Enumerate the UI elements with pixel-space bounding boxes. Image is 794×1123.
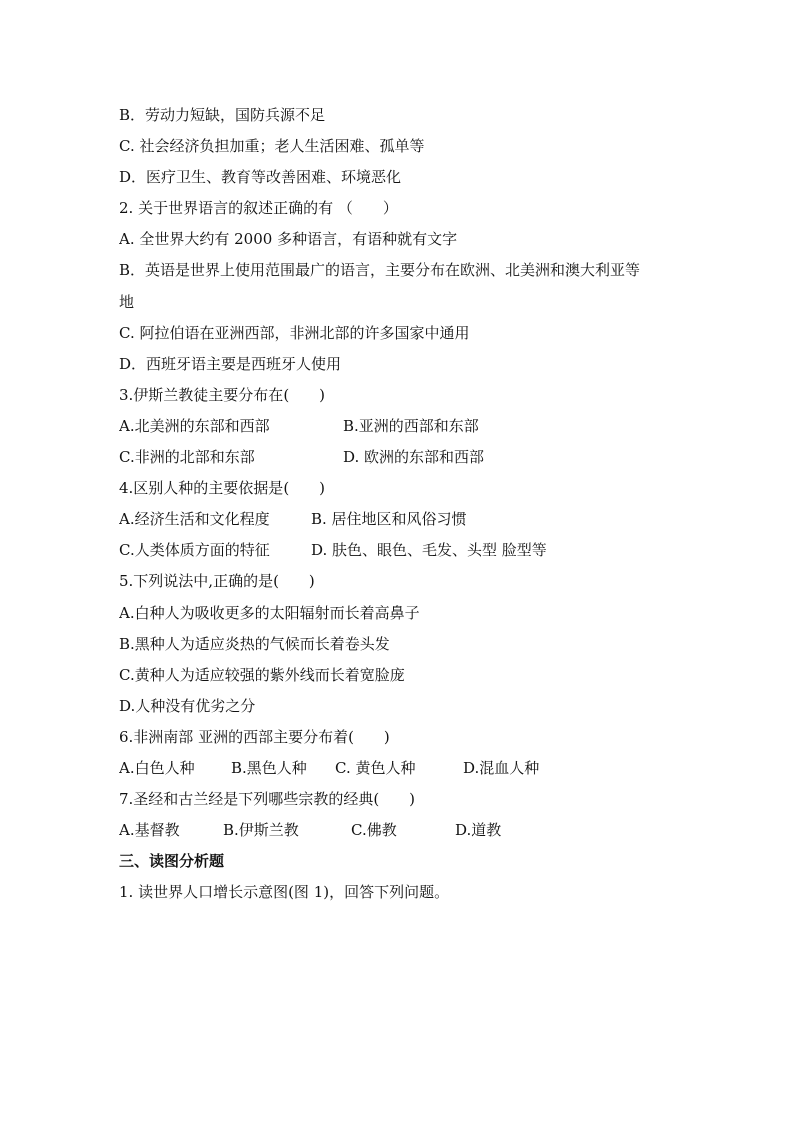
q5-option-c: C.黄种人为适应较强的紫外线而长着宽脸庞: [119, 665, 405, 684]
q7-option-b: B.伊斯兰教: [223, 821, 299, 840]
q4-option-b: B. 居住地区和风俗习惯: [311, 510, 467, 529]
q5-option-d: D.人种没有优劣之分: [119, 696, 256, 715]
q3-option-d: D. 欧洲的东部和西部: [343, 448, 485, 467]
q4-option-c: C.人类体质方面的特征: [119, 541, 270, 560]
q3-options-row-2: [119, 442, 694, 473]
q3-option-b: B.亚洲的西部和东部: [343, 416, 479, 435]
section-3-heading: 三、读图分析题: [119, 852, 225, 871]
q7-options-row: [119, 815, 694, 846]
q1-option-d: D．医疗卫生、教育等改善困难、环境恶化: [119, 168, 402, 187]
q5-option-b: B.黑种人为适应炎热的气候而长着卷头发: [119, 634, 390, 653]
q1-option-b: B．劳动力短缺，国防兵源不足: [119, 106, 326, 124]
q6-options-row: [119, 753, 694, 784]
q2-stem: 2. 关于世界语言的叙述正确的有 （ ）: [119, 199, 398, 218]
q1-option-c: C. 社会经济负担加重；老人生活困难、孤单等: [119, 137, 425, 156]
q4-option-a: A.经济生活和文化程度: [119, 510, 270, 529]
q3-stem: 3.伊斯兰教徒主要分布在( ): [119, 385, 326, 404]
q3-option-a: A.北美洲的东部和西部: [119, 416, 270, 435]
q6-option-d: D.混血人种: [463, 758, 540, 777]
q4-option-d: D. 肤色、眼色、毛发、头型 脸型等: [311, 541, 547, 560]
q6-option-a: A.白色人种: [119, 758, 195, 777]
q7-option-a: A.基督教: [119, 821, 180, 840]
q2-option-c: C. 阿拉伯语在亚洲西部，非洲北部的许多国家中通用: [119, 323, 470, 342]
q7-option-c: C.佛教: [351, 821, 397, 840]
q6-option-b: B.黑色人种: [231, 758, 307, 777]
q6-stem: 6.非洲南部 亚洲的西部主要分布着( ): [119, 727, 390, 746]
q3-option-c: C.非洲的北部和东部: [119, 448, 255, 467]
q6-option-c: C. 黄色人种: [335, 758, 416, 777]
q4-stem: 4.区别人种的主要依据是( ): [119, 479, 326, 498]
q4-options-row-2: [119, 535, 694, 566]
document-content: [119, 100, 694, 908]
q7-option-d: D.道教: [455, 821, 502, 840]
q3-options-row-1: [119, 411, 694, 442]
q2-option-a: A. 全世界大约有 2000 多种语言，有语种就有文字: [119, 230, 458, 249]
q2-option-b-continued: 地: [119, 292, 135, 311]
q2-option-d: D．西班牙语主要是西班牙人使用: [119, 354, 342, 373]
q5-stem: 5.下列说法中,正确的是( ): [119, 572, 315, 591]
q5-option-a: A.白种人为吸收更多的太阳辐射而长着高鼻子: [119, 603, 420, 622]
section-3-question-1: 1. 读世界人口增长示意图(图 1)，回答下列问题。: [119, 883, 450, 902]
q7-stem: 7.圣经和古兰经是下列哪些宗教的经典( ): [119, 790, 416, 809]
q4-options-row-1: [119, 504, 694, 535]
q2-option-b: B．英语是世界上使用范围最广的语言，主要分布在欧洲、北美洲和澳大利亚等: [119, 261, 641, 280]
